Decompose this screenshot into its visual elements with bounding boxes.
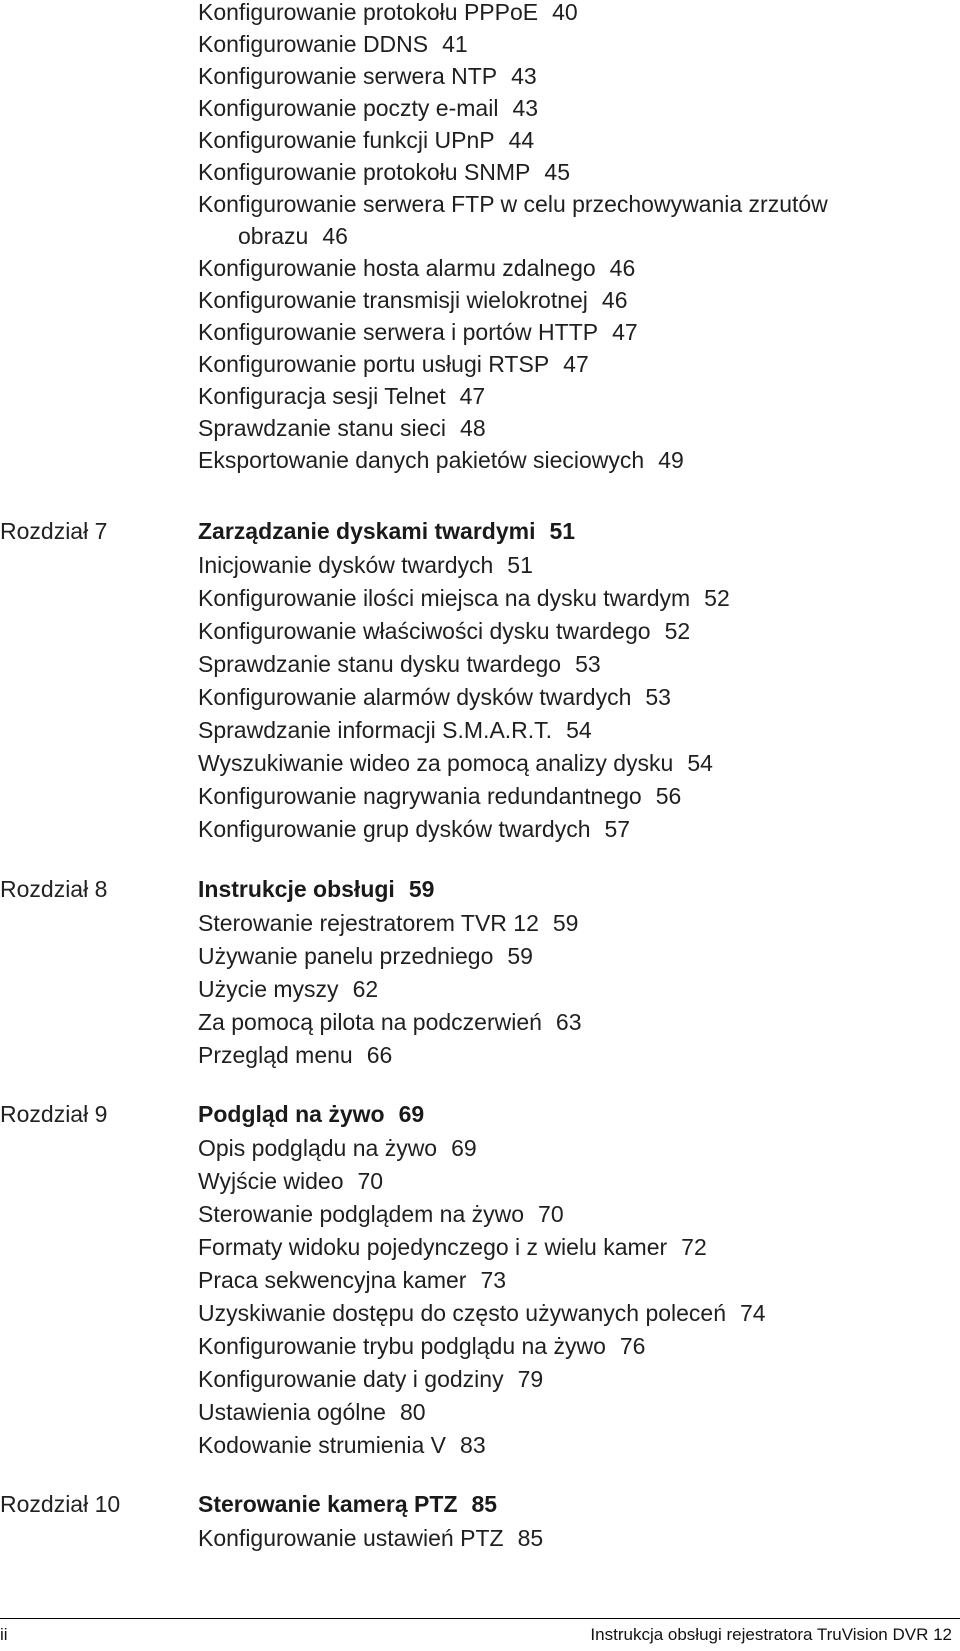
chapter-label: Rozdział 8 xyxy=(0,876,108,902)
toc-entry[interactable]: Sprawdzanie informacji S.M.A.R.T. 54 xyxy=(198,717,592,743)
toc-entry[interactable]: Sterowanie podglądem na żywo 70 xyxy=(198,1201,564,1227)
chapter-label: Rozdział 10 xyxy=(0,1491,121,1517)
toc-entry[interactable]: Konfigurowanie transmisji wielokrotnej 46 xyxy=(198,287,628,313)
toc-entry[interactable]: Opis podglądu na żywo 69 xyxy=(198,1135,477,1161)
toc-entry[interactable]: Konfigurowanie ustawień PTZ 85 xyxy=(198,1525,544,1551)
toc-entry[interactable]: Konfigurowanie DDNS 41 xyxy=(198,31,468,57)
chapter-title[interactable]: Zarządzanie dyskami twardymi 51 xyxy=(198,518,576,544)
toc-entry[interactable]: Konfigurowanie protokołu PPPoE 40 xyxy=(198,0,578,25)
toc-entry[interactable]: Konfigurowanie serwera FTP w celu przechowywania zrzutów xyxy=(198,191,828,217)
toc-entry[interactable]: Inicjowanie dysków twardych 51 xyxy=(198,552,533,578)
toc-entry[interactable]: Konfigurowanie funkcji UPnP 44 xyxy=(198,127,535,153)
toc-entry[interactable]: Konfigurowanie portu usługi RTSP 47 xyxy=(198,351,589,377)
toc-entry[interactable]: Konfigurowanie serwera i portów HTTP 47 xyxy=(198,319,638,345)
toc-entry[interactable]: Za pomocą pilota na podczerwień 63 xyxy=(198,1009,582,1035)
toc-entry[interactable]: Formaty widoku pojedynczego i z wielu kamer 72 xyxy=(198,1234,707,1260)
chapter-title[interactable]: Instrukcje obsługi 59 xyxy=(198,876,435,902)
toc-entry[interactable]: Eksportowanie danych pakietów sieciowych 49 xyxy=(198,447,684,473)
chapter-label: Rozdział 9 xyxy=(0,1101,108,1127)
chapter-title[interactable]: Sterowanie kamerą PTZ 85 xyxy=(198,1491,498,1517)
chapter-label: Rozdział 7 xyxy=(0,518,108,544)
toc-entry[interactable]: Konfigurowanie protokołu SNMP 45 xyxy=(198,159,570,185)
toc-entry[interactable]: Konfigurowanie poczty e-mail 43 xyxy=(198,95,539,121)
toc-entry[interactable]: Konfigurowanie hosta alarmu zdalnego 46 xyxy=(198,255,636,281)
toc-entry[interactable]: Konfiguracja sesji Telnet 47 xyxy=(198,383,486,409)
toc-entry[interactable]: Ustawienia ogólne 80 xyxy=(198,1399,426,1425)
toc-entry[interactable]: Kodowanie strumienia V 83 xyxy=(198,1432,486,1458)
toc-entry[interactable]: Konfigurowanie alarmów dysków twardych 53 xyxy=(198,684,671,710)
toc-entry[interactable]: Konfigurowanie ilości miejsca na dysku twardym 52 xyxy=(198,585,730,611)
toc-entry[interactable]: Konfigurowanie grup dysków twardych 57 xyxy=(198,816,631,842)
toc-entry[interactable]: Sprawdzanie stanu sieci 48 xyxy=(198,415,486,441)
toc-entry[interactable]: Konfigurowanie właściwości dysku twardego 52 xyxy=(198,618,691,644)
footer-divider xyxy=(0,1618,960,1619)
toc-entry[interactable]: Użycie myszy 62 xyxy=(198,976,379,1002)
toc-entry[interactable]: Używanie panelu przedniego 59 xyxy=(198,943,533,969)
toc-entry[interactable]: Konfigurowanie nagrywania redundantnego 56 xyxy=(198,783,682,809)
toc-entry[interactable]: Wyjście wideo 70 xyxy=(198,1168,384,1194)
footer-page-number: ii xyxy=(0,1625,8,1644)
toc-entry[interactable]: Przegląd menu 66 xyxy=(198,1042,393,1068)
toc-entry[interactable]: Wyszukiwanie wideo za pomocą analizy dysku 54 xyxy=(198,750,713,776)
toc-entry[interactable]: Uzyskiwanie dostępu do często używanych poleceń 74 xyxy=(198,1300,766,1326)
footer-document-title: Instrukcja obsługi rejestratora TruVision DVR 12 xyxy=(590,1625,952,1644)
toc-entry[interactable]: Sprawdzanie stanu dysku twardego 53 xyxy=(198,651,601,677)
toc-entry-continuation[interactable]: obrazu 46 xyxy=(238,223,348,249)
toc-entry[interactable]: Konfigurowanie trybu podglądu na żywo 76 xyxy=(198,1333,646,1359)
toc-entry[interactable]: Sterowanie rejestratorem TVR 12 59 xyxy=(198,910,579,936)
toc-entry[interactable]: Konfigurowanie daty i godziny 79 xyxy=(198,1366,544,1392)
toc-entry[interactable]: Praca sekwencyjna kamer 73 xyxy=(198,1267,507,1293)
toc-entry[interactable]: Konfigurowanie serwera NTP 43 xyxy=(198,63,537,89)
chapter-title[interactable]: Podgląd na żywo 69 xyxy=(198,1101,425,1127)
